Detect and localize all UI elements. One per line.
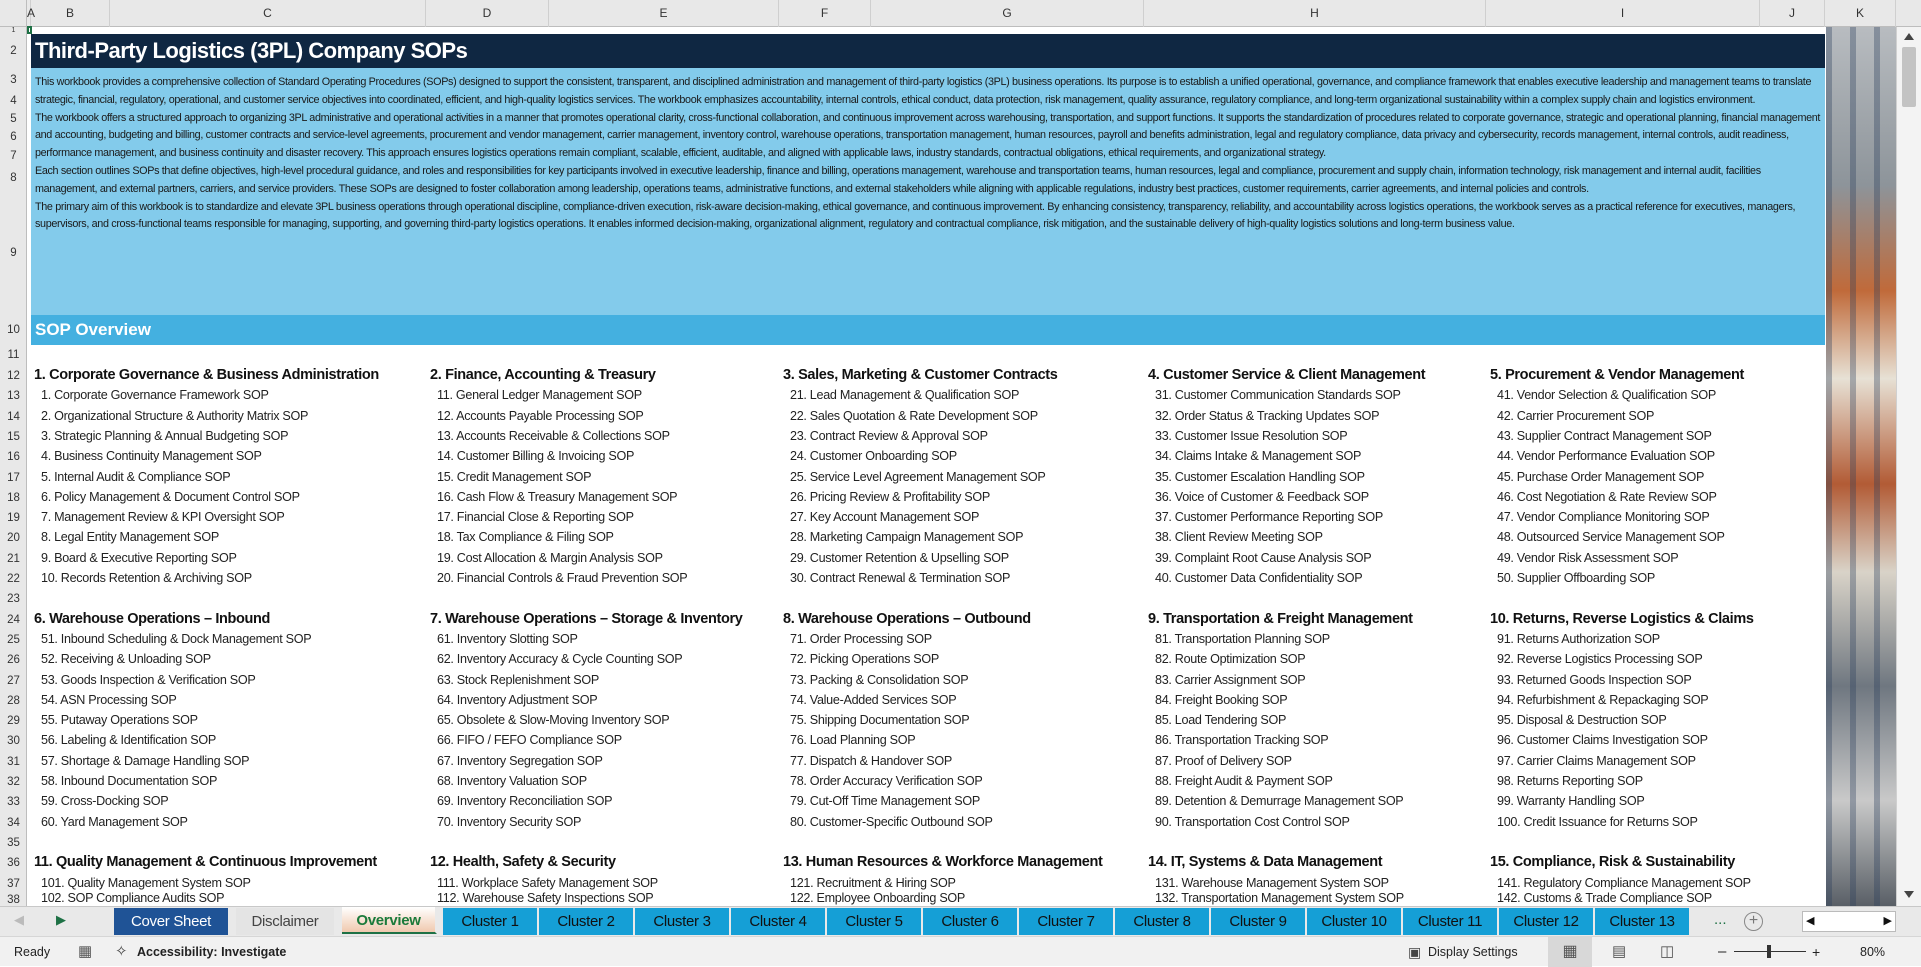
section-heading: 9. Transportation & Freight Management	[1148, 610, 1413, 627]
sop-list-item[interactable]: 50. Supplier Offboarding SOP	[1497, 571, 1655, 585]
sop-list-item[interactable]: 45. Purchase Order Management SOP	[1497, 469, 1705, 484]
sheet-tab-cluster-7[interactable]: Cluster 7	[1019, 908, 1115, 935]
row-header[interactable]: 37	[7, 877, 20, 890]
sop-list-item[interactable]: 54. ASN Processing SOP	[41, 692, 177, 707]
row-header[interactable]: 33	[7, 796, 20, 809]
sop-list-item[interactable]: 26. Pricing Review & Profitability SOP	[790, 489, 990, 504]
row-header[interactable]: 12	[7, 370, 20, 382]
row-header[interactable]: 14	[7, 410, 20, 423]
column-header-bar	[0, 0, 1921, 27]
warehouse-photo	[1826, 27, 1896, 906]
page-layout-view-icon[interactable]: ▤	[1612, 943, 1627, 960]
sop-list-item[interactable]: 52. Receiving & Unloading SOP	[41, 652, 211, 667]
scroll-left-icon[interactable]: ◀	[1806, 915, 1815, 927]
column-header-K[interactable]: K	[1825, 0, 1896, 27]
sop-list-item[interactable]: 44. Vendor Performance Evaluation SOP	[1497, 449, 1715, 464]
sheet-tab-cluster-2[interactable]: Cluster 2	[539, 908, 635, 935]
sop-list-item[interactable]: 122. Employee Onboarding SOP	[790, 891, 966, 905]
sheet-tab-overview[interactable]: Overview	[342, 907, 437, 934]
sop-list-item[interactable]: 14. Customer Billing & Invoicing SOP	[437, 449, 635, 464]
sop-list-item[interactable]: 32. Order Status & Tracking Updates SOP	[1155, 408, 1380, 423]
sop-list-item[interactable]: 18. Tax Compliance & Filing SOP	[437, 530, 614, 545]
sop-list-item[interactable]: 58. Inbound Documentation SOP	[41, 774, 218, 788]
sheet-tab-cluster-6[interactable]: Cluster 6	[923, 908, 1019, 935]
sop-list-item[interactable]: 49. Vendor Risk Assessment SOP	[1497, 550, 1679, 565]
sop-list-item[interactable]: 48. Outsourced Service Management SOP	[1497, 530, 1725, 545]
row-header[interactable]: 32	[7, 776, 20, 788]
sop-list-item[interactable]: 72. Picking Operations SOP	[790, 652, 940, 667]
sop-list-item[interactable]: 38. Client Review Meeting SOP	[1155, 530, 1323, 545]
row-header[interactable]: 38	[7, 893, 20, 906]
sop-list-item[interactable]: 65. Obsolete & Slow-Moving Inventory SOP	[437, 713, 670, 728]
row-header[interactable]: 4	[10, 95, 17, 107]
row-header[interactable]: 29	[7, 715, 20, 728]
sop-list-item[interactable]: 20. Financial Controls & Fraud Prevention SOP	[437, 571, 688, 585]
row-header[interactable]: 1	[11, 27, 16, 34]
sop-list-item[interactable]: 96. Customer Claims Investigation SOP	[1497, 733, 1708, 748]
row-header[interactable]: 5	[10, 113, 17, 125]
scroll-up-icon[interactable]	[1904, 33, 1914, 40]
sop-list-item[interactable]: 90. Transportation Cost Control SOP	[1155, 814, 1350, 829]
sop-list-item[interactable]: 64. Inventory Adjustment SOP	[437, 692, 598, 707]
normal-view-icon[interactable]: ▦	[1548, 937, 1592, 967]
section-heading: 11. Quality Management & Continuous Improvement	[34, 854, 377, 871]
sop-list-item[interactable]: 82. Route Optimization SOP	[1155, 652, 1306, 667]
row-header[interactable]: 31	[7, 755, 20, 768]
row-header[interactable]: 10	[7, 324, 20, 336]
sop-list-item[interactable]: 29. Customer Retention & Upselling SOP	[790, 550, 1009, 565]
row-header[interactable]: 16	[7, 451, 20, 464]
description-paragraph: The primary aim of this workbook is to standardize and elevate 3PL business operations through operational discipline, compliance-driven execution, risk-aware decision-making, ethical governance, and continuous improvement. By enhancing consistency, transparency, reliability, and accountability across logistics operations, the workbook serves as a practical reference for executives, managers, supervisors, and cross-functional teams responsible for managing, supporting, and governing third-party logistics operations. It enables informed decision-making, organizational alignment, regulatory and contractual compliance, risk mitigation, and the sustainable delivery of high-quality logistics solutions and long-term business value.	[35, 200, 1796, 231]
macro-record-icon[interactable]: ▦	[78, 943, 93, 960]
select-all-corner[interactable]	[0, 0, 27, 27]
scroll-thumb[interactable]	[1902, 47, 1916, 107]
sop-list-item[interactable]: 70. Inventory Security SOP	[437, 814, 582, 829]
sop-list-item[interactable]: 33. Customer Issue Resolution SOP	[1155, 428, 1348, 443]
sop-list-item[interactable]: 10. Records Retention & Archiving SOP	[41, 571, 252, 585]
sop-list-item[interactable]: 111. Workplace Safety Management SOP	[437, 875, 658, 890]
page-break-view-icon[interactable]: ◫	[1660, 943, 1675, 960]
sheet-tab-cluster-5[interactable]: Cluster 5	[827, 908, 923, 935]
sop-list-item[interactable]: 74. Value-Added Services SOP	[790, 692, 957, 707]
row-header[interactable]: 21	[7, 552, 20, 565]
tab-scroll-right-icon[interactable]: ▶	[56, 912, 66, 927]
sop-list-item[interactable]: 55. Putaway Operations SOP	[41, 713, 198, 728]
sop-list-item[interactable]: 94. Refurbishment & Repackaging SOP	[1497, 692, 1709, 707]
sop-list-item[interactable]: 34. Claims Intake & Management SOP	[1155, 449, 1362, 464]
column-header-F[interactable]: F	[779, 0, 871, 27]
sop-list-item[interactable]: 15. Credit Management SOP	[437, 469, 592, 484]
row-header[interactable]: 20	[7, 532, 20, 545]
section-heading: 14. IT, Systems & Data Management	[1148, 854, 1383, 871]
zoom-slider[interactable]	[1734, 951, 1806, 952]
row-header[interactable]: 25	[7, 633, 20, 646]
sheet-tab-cluster-3[interactable]: Cluster 3	[635, 908, 731, 935]
sop-list-item[interactable]: 73. Packing & Consolidation SOP	[790, 672, 969, 687]
scroll-down-icon[interactable]	[1904, 891, 1914, 898]
section-heading: 6. Warehouse Operations – Inbound	[34, 610, 271, 627]
row-header[interactable]: 27	[7, 674, 20, 687]
section-heading: 12. Health, Safety & Security	[430, 854, 616, 871]
sop-list-item[interactable]: 79. Cut-Off Time Management SOP	[790, 794, 980, 809]
status-ready: Ready	[14, 945, 51, 959]
sop-overview-heading: SOP Overview	[31, 315, 1825, 345]
sheet-tab-cluster-13[interactable]: Cluster 13	[1595, 908, 1691, 935]
sop-list-item[interactable]: 43. Supplier Contract Management SOP	[1497, 428, 1712, 443]
row-header[interactable]: 28	[7, 694, 20, 707]
column-header-J[interactable]: J	[1760, 0, 1825, 27]
row-header[interactable]: 23	[7, 593, 20, 606]
sop-list-item[interactable]: 75. Shipping Documentation SOP	[790, 713, 970, 728]
sop-list-item[interactable]: 6. Policy Management & Document Control SOP	[41, 489, 300, 504]
sop-list-item[interactable]: 132. Transportation Management System SOP	[1155, 891, 1404, 905]
sheet-tab-cluster-10[interactable]: Cluster 10	[1307, 908, 1403, 935]
page-title: Third-Party Logistics (3PL) Company SOPs	[31, 34, 1825, 68]
scroll-right-icon[interactable]: ▶	[1883, 915, 1892, 927]
sop-list-item[interactable]: 27. Key Account Management SOP	[790, 510, 980, 525]
horizontal-scrollbar[interactable]	[1802, 911, 1896, 932]
sop-list-item[interactable]: 59. Cross-Docking SOP	[41, 794, 169, 809]
sop-list-item[interactable]: 68. Inventory Valuation SOP	[437, 774, 587, 788]
sop-list-item[interactable]: 51. Inbound Scheduling & Dock Management SOP	[41, 631, 312, 646]
sop-list-item[interactable]: 80. Customer-Specific Outbound SOP	[790, 814, 993, 829]
section-heading: 13. Human Resources & Workforce Management	[783, 854, 1103, 871]
active-cell-A1[interactable]	[27, 26, 32, 34]
sop-list-item[interactable]: 53. Goods Inspection & Verification SOP	[41, 672, 256, 687]
column-header-B[interactable]: B	[31, 0, 110, 27]
sop-list-item[interactable]: 39. Complaint Root Cause Analysis SOP	[1155, 550, 1372, 565]
row-header[interactable]: 26	[7, 654, 20, 667]
column-header-G[interactable]: G	[871, 0, 1144, 27]
sop-list-item[interactable]: 3. Strategic Planning & Annual Budgeting SOP	[41, 428, 289, 443]
row-header[interactable]: 17	[7, 471, 20, 484]
sop-list-item[interactable]: 101. Quality Management System SOP	[41, 875, 251, 890]
sheet-tab-cluster-12[interactable]: Cluster 12	[1499, 908, 1595, 935]
accessibility-icon[interactable]: ✧	[115, 943, 128, 960]
column-header-A[interactable]: A	[27, 0, 31, 27]
sop-list-item[interactable]: 92. Reverse Logistics Processing SOP	[1497, 652, 1703, 667]
sheet-tab-cluster-11[interactable]: Cluster 11	[1403, 908, 1499, 935]
sop-list-item[interactable]: 22. Sales Quotation & Rate Development SOP	[790, 408, 1038, 423]
sop-list-item[interactable]: 5. Internal Audit & Compliance SOP	[41, 469, 231, 484]
zoom-level[interactable]: 80%	[1860, 945, 1886, 959]
section-heading: 5. Procurement & Vendor Management	[1490, 367, 1744, 383]
row-header[interactable]: 36	[7, 857, 20, 870]
sop-list-item[interactable]: 24. Customer Onboarding SOP	[790, 449, 957, 464]
sop-list-item[interactable]: 36. Voice of Customer & Feedback SOP	[1155, 489, 1369, 504]
column-header-D[interactable]: D	[426, 0, 549, 27]
row-header[interactable]: 13	[7, 390, 20, 403]
sop-list-item[interactable]: 60. Yard Management SOP	[41, 814, 188, 829]
sop-list-item[interactable]: 78. Order Accuracy Verification SOP	[790, 774, 983, 788]
row-header[interactable]: 7	[10, 150, 17, 162]
sheet-tab-disclaimer[interactable]: Disclaimer	[236, 908, 336, 935]
sop-list-item[interactable]: 142. Customs & Trade Compliance SOP	[1497, 891, 1712, 905]
row-header[interactable]: 22	[7, 573, 20, 585]
sop-list-item[interactable]: 9. Board & Executive Reporting SOP	[41, 550, 237, 565]
sheet-tab-cover-sheet[interactable]: Cover Sheet	[114, 908, 230, 935]
sop-list-item[interactable]: 30. Contract Renewal & Termination SOP	[790, 571, 1011, 585]
sop-list-item[interactable]: 28. Marketing Campaign Management SOP	[790, 530, 1024, 545]
column-header-I[interactable]: I	[1486, 0, 1760, 27]
tab-scroll-left-icon[interactable]: ◀	[14, 912, 24, 927]
sop-list-item[interactable]: 86. Transportation Tracking SOP	[1155, 733, 1329, 748]
zoom-slider-thumb[interactable]	[1767, 945, 1771, 958]
status-bar	[0, 936, 1921, 966]
row-header[interactable]: 15	[7, 430, 20, 443]
sop-list-item[interactable]: 35. Customer Escalation Handling SOP	[1155, 469, 1365, 484]
column-header-H[interactable]: H	[1144, 0, 1486, 27]
sop-list-item[interactable]: 56. Labeling & Identification SOP	[41, 733, 216, 748]
column-header-C[interactable]: C	[110, 0, 426, 27]
sop-list-item[interactable]: 87. Proof of Delivery SOP	[1155, 753, 1292, 768]
sop-list-item[interactable]: 98. Returns Reporting SOP	[1497, 774, 1643, 788]
row-header[interactable]: 18	[7, 491, 20, 504]
section-heading: 7. Warehouse Operations – Storage & Inventory	[430, 610, 743, 627]
row-header[interactable]: 24	[7, 613, 20, 626]
add-sheet-icon[interactable]: +	[1744, 912, 1763, 931]
description-paragraph: The workbook offers a structured approach to organizing 3PL administrative and operational activities in a manner that promotes operational clarity, cross-functional collaboration, and continuous improvement across warehousing, transportation, and support functions. It supports the standardization of procedures related to corporate governance, strategic and operational planning, financial management and accounting, budgeting and billing, customer contracts and service-level agreements, procurement and vendor management, carrier management, inventory control, warehouse operations, transportation management, human resources, payroll and benefits administration, legal and regulatory compliance, data privacy and cybersecurity, records management, internal controls, audit readiness, performance management, and business continuity and disaster recovery. This approach ensures logistics operations remain compliant, scalable, efficient, auditable, and aligned with applicable laws, industry standards, contractual obligations, ethical requirements, and organizational strategy.	[35, 111, 1821, 160]
section-heading: 2. Finance, Accounting & Treasury	[430, 367, 656, 383]
sop-list-item[interactable]: 17. Financial Close & Reporting SOP	[437, 510, 634, 525]
sop-list-item[interactable]: 41. Vendor Selection & Qualification SOP	[1497, 388, 1717, 403]
description-paragraph: This workbook provides a comprehensive collection of Standard Operating Procedures (SOPs) designed to support the consistent, transparent, and disciplined administration and management of third-party logistics (3PL) business operations. Its purpose is to establish a unified operational, governance, and compliance framework that enables executive leadership and management teams to translate strategic, financial, regulatory, operational, and customer service objectives into coordinated, efficient, and high-quality logistics services. The workbook emphasizes accountability, internal controls, ethical conduct, data protection, risk management, quality assurance, regulatory compliance, and long-term organizational sustainability within a complex supply chain and logistics environment.	[35, 76, 1812, 106]
sop-list-item[interactable]: 112. Warehouse Safety Inspections SOP	[437, 891, 654, 905]
section-heading: 15. Compliance, Risk & Sustainability	[1490, 854, 1735, 871]
sop-list-item[interactable]: 62. Inventory Accuracy & Cycle Counting SOP	[437, 652, 683, 667]
sop-list-item[interactable]: 66. FIFO / FEFO Compliance SOP	[437, 733, 622, 748]
row-header[interactable]: 35	[7, 836, 20, 849]
sop-list-item[interactable]: 97. Carrier Claims Management SOP	[1497, 753, 1696, 768]
sop-list-item[interactable]: 84. Freight Booking SOP	[1155, 692, 1288, 707]
sop-list-item[interactable]: 93. Returned Goods Inspection SOP	[1497, 672, 1692, 687]
sop-list-item[interactable]: 37. Customer Performance Reporting SOP	[1155, 510, 1383, 525]
sop-list-item[interactable]: 46. Cost Negotiation & Rate Review SOP	[1497, 489, 1717, 504]
sop-list-item[interactable]: 83. Carrier Assignment SOP	[1155, 672, 1306, 687]
sop-list-item[interactable]: 81. Transportation Planning SOP	[1155, 631, 1330, 646]
sop-list-item[interactable]: 121. Recruitment & Hiring SOP	[790, 875, 956, 890]
section-heading: 3. Sales, Marketing & Customer Contracts	[783, 367, 1058, 383]
row-header[interactable]: 6	[10, 131, 17, 143]
sop-list-item[interactable]: 47. Vendor Compliance Monitoring SOP	[1497, 510, 1710, 525]
section-heading: 10. Returns, Reverse Logistics & Claims	[1490, 610, 1754, 627]
sop-list-item[interactable]: 7. Management Review & KPI Oversight SOP	[41, 510, 285, 525]
sop-list-item[interactable]: 71. Order Processing SOP	[790, 631, 932, 646]
row-header[interactable]: 34	[7, 816, 20, 829]
row-header[interactable]: 30	[7, 735, 20, 748]
sop-list-item[interactable]: 57. Shortage & Damage Handling SOP	[41, 753, 250, 768]
sop-list-item[interactable]: 23. Contract Review & Approval SOP	[790, 428, 988, 443]
row-header[interactable]: 11	[7, 349, 20, 361]
zoom-in-button[interactable]: +	[1812, 944, 1821, 960]
row-header-bar	[0, 27, 27, 906]
section-heading: 8. Warehouse Operations – Outbound	[783, 610, 1031, 627]
sop-list-item[interactable]: 77. Dispatch & Handover SOP	[790, 753, 953, 768]
sop-list-item[interactable]: 91. Returns Authorization SOP	[1497, 631, 1660, 646]
sop-list-item[interactable]: 8. Legal Entity Management SOP	[41, 530, 219, 545]
sop-list-item[interactable]: 131. Warehouse Management System SOP	[1155, 875, 1389, 890]
sop-list-item[interactable]: 100. Credit Issuance for Returns SOP	[1497, 814, 1698, 829]
sop-list-item[interactable]: 21. Lead Management & Qualification SOP	[790, 388, 1020, 403]
row-header[interactable]: 9	[10, 247, 17, 259]
row-header[interactable]: 2	[10, 45, 17, 57]
sop-list-item[interactable]: 25. Service Level Agreement Management SOP	[790, 469, 1046, 484]
sop-list-item[interactable]: 141. Regulatory Compliance Management SOP	[1497, 875, 1751, 890]
sop-list-item[interactable]: 19. Cost Allocation & Margin Analysis SOP	[437, 550, 663, 565]
sop-list-item[interactable]: 4. Business Continuity Management SOP	[41, 449, 262, 464]
sop-list-item[interactable]: 40. Customer Data Confidentiality SOP	[1155, 571, 1363, 585]
sop-list-item[interactable]: 95. Disposal & Destruction SOP	[1497, 713, 1667, 728]
row-header[interactable]: 3	[10, 74, 17, 86]
vertical-scrollbar[interactable]	[1896, 27, 1921, 906]
more-tabs-button[interactable]: ...	[1714, 911, 1727, 928]
accessibility-status[interactable]: Accessibility: Investigate	[137, 945, 287, 959]
sop-list-item[interactable]: 12. Accounts Payable Processing SOP	[437, 408, 644, 423]
sop-list-item[interactable]: 63. Stock Replenishment SOP	[437, 672, 600, 687]
sop-list-item[interactable]: 76. Load Planning SOP	[790, 733, 916, 748]
sop-list-item[interactable]: 2. Organizational Structure & Authority Matrix SOP	[41, 408, 309, 423]
sheet-tab-cluster-8[interactable]: Cluster 8	[1115, 908, 1211, 935]
sop-list-item[interactable]: 42. Carrier Procurement SOP	[1497, 408, 1655, 423]
zoom-out-button[interactable]: –	[1718, 943, 1727, 960]
section-heading: 1. Corporate Governance & Business Administration	[34, 367, 379, 383]
sop-list-item[interactable]: 13. Accounts Receivable & Collections SOP	[437, 428, 670, 443]
sop-list-item[interactable]: 99. Warranty Handling SOP	[1497, 794, 1645, 809]
sop-list-item[interactable]: 61. Inventory Slotting SOP	[437, 631, 578, 646]
display-settings-icon[interactable]: ▣	[1408, 944, 1422, 960]
sheet-tab-cluster-1[interactable]: Cluster 1	[443, 908, 539, 935]
sop-list-item[interactable]: 88. Freight Audit & Payment SOP	[1155, 774, 1333, 788]
sop-list-item[interactable]: 16. Cash Flow & Treasury Management SOP	[437, 489, 678, 504]
row-header[interactable]: 19	[7, 512, 20, 525]
sop-list-item[interactable]: 1. Corporate Governance Framework SOP	[41, 388, 269, 403]
sop-list-item[interactable]: 69. Inventory Reconciliation SOP	[437, 794, 613, 809]
sop-list-item[interactable]: 11. General Ledger Management SOP	[437, 388, 642, 403]
sheet-tab-cluster-4[interactable]: Cluster 4	[731, 908, 827, 935]
row-header[interactable]: 8	[10, 172, 17, 184]
sop-list-item[interactable]: 89. Detention & Demurrage Management SOP	[1155, 794, 1404, 809]
sheet-tab-bar	[0, 906, 1921, 936]
sop-list-item[interactable]: 31. Customer Communication Standards SOP	[1155, 388, 1401, 403]
column-header-E[interactable]: E	[549, 0, 779, 27]
sop-list-item[interactable]: 85. Load Tendering SOP	[1155, 713, 1287, 728]
description-block	[31, 68, 1825, 315]
display-settings-button[interactable]: Display Settings	[1428, 945, 1518, 959]
section-heading: 4. Customer Service & Client Management	[1148, 367, 1426, 383]
description-paragraph: Each section outlines SOPs that define objectives, high-level procedural guidance, and roles and responsibilities for key participants involved in executive leadership, finance and billing, operations management, warehouse and transportation teams, human resources, legal and compliance, procurement and supply chain, information technology, risk management and internal audit, facilities management, and external partners, carriers, and service providers. These SOPs are designed to foster collaboration among leadership, operations teams, administrative functions, and external stakeholders while aligning with applicable regulations, industry best practices, customer requirements, carrier agreements, and internal policies and controls.	[35, 164, 1761, 195]
sop-list-item[interactable]: 102. SOP Compliance Audits SOP	[41, 891, 225, 905]
sop-list-item[interactable]: 67. Inventory Segregation SOP	[437, 753, 603, 768]
sheet-tab-cluster-9[interactable]: Cluster 9	[1211, 908, 1307, 935]
